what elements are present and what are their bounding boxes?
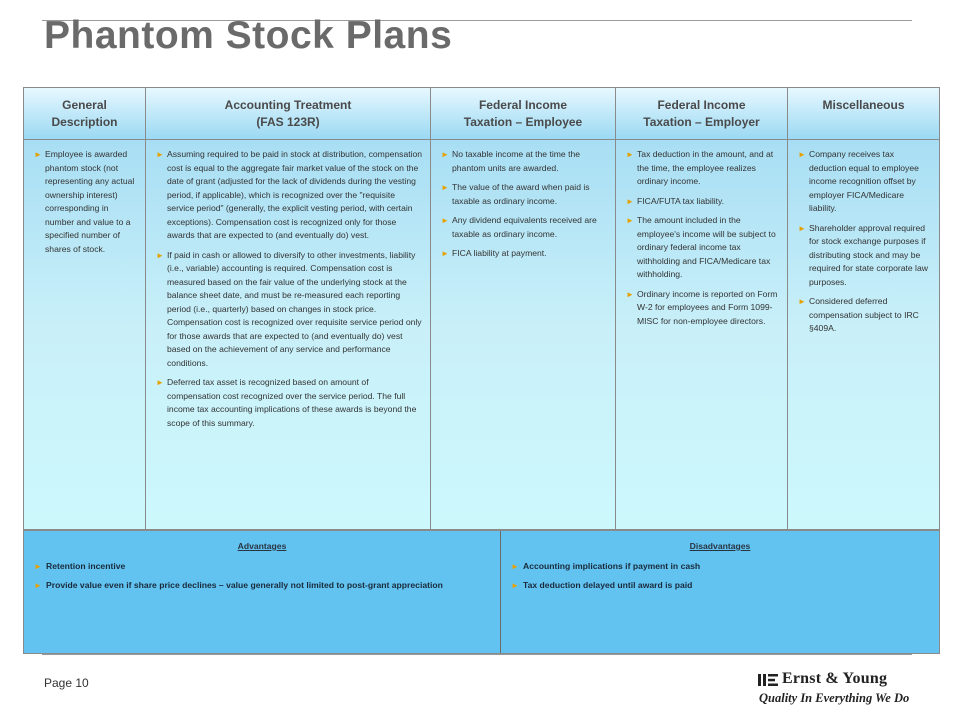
advantages-section bbox=[24, 531, 501, 653]
column-body bbox=[24, 140, 145, 256]
column-accounting-treatment bbox=[146, 88, 431, 529]
column-header: Federal Income Taxation – Employer bbox=[616, 88, 787, 140]
list-item: ► Shareholder approval required for stock exchange purposes if distributing stock and may be required for state corporate law purposes. bbox=[798, 222, 928, 287]
right-pointer-icon: ► bbox=[798, 297, 806, 306]
list-item: ► FICA liability at payment. bbox=[441, 247, 609, 261]
list-item: ► Deferred tax asset is recognized based on amount of compensation cost recognized over the service period. The full income tax accounting implications of these awards is beyond the scope of this summary. bbox=[156, 377, 417, 428]
right-pointer-icon: ► bbox=[626, 196, 634, 206]
column-header: Accounting Treatment (FAS 123R) bbox=[146, 88, 430, 140]
ey-logo-icon bbox=[758, 672, 780, 688]
column-body bbox=[616, 140, 787, 328]
right-pointer-icon: ► bbox=[156, 250, 164, 260]
right-pointer-icon: ► bbox=[626, 150, 634, 159]
disadvantages-heading: Disadvantages bbox=[689, 541, 751, 551]
right-pointer-icon: ► bbox=[156, 378, 164, 387]
list-item: ► Tax deduction in the amount, and at the time, the employee realizes ordinary income. bbox=[626, 149, 774, 186]
right-pointer-icon: ► bbox=[441, 249, 449, 258]
list-item: ► Considered deferred compensation subject to IRC §409A. bbox=[798, 296, 919, 333]
column-taxation-employer bbox=[616, 88, 788, 529]
list-item: ► Ordinary income is reported on Form W-2 for employees and Form 1099-MISC for non-employee directors. bbox=[626, 288, 778, 326]
company-name: Ernst & Young bbox=[782, 670, 888, 687]
list-item: ► FICA/FUTA tax liability. bbox=[626, 195, 781, 209]
column-header: Miscellaneous bbox=[788, 88, 939, 140]
column-body bbox=[431, 140, 615, 261]
right-pointer-icon: ► bbox=[626, 216, 634, 225]
right-pointer-icon: ► bbox=[511, 562, 519, 571]
column-body bbox=[146, 140, 430, 430]
ey-logo bbox=[758, 669, 918, 711]
list-item: ► The value of the award when paid is taxable as ordinary income. bbox=[441, 182, 590, 206]
page-number: Page 10 bbox=[44, 676, 89, 690]
right-pointer-icon: ► bbox=[798, 223, 806, 233]
comparison-table bbox=[23, 87, 940, 530]
right-pointer-icon: ► bbox=[511, 581, 519, 590]
company-tagline: Quality In Everything We Do bbox=[759, 691, 910, 705]
pros-cons-panel bbox=[23, 530, 940, 654]
right-pointer-icon: ► bbox=[441, 150, 449, 159]
column-miscellaneous bbox=[788, 88, 939, 529]
list-item: ► No taxable income at the time the phantom units are awarded. bbox=[441, 149, 581, 173]
column-header: General Description bbox=[24, 88, 145, 140]
list-item: ► Any dividend equivalents received are taxable as ordinary income. bbox=[441, 215, 597, 239]
right-pointer-icon: ► bbox=[798, 150, 806, 159]
list-item: ► Company receives tax deduction equal to employee income recognition offset by employer FICA/Medicare liability. bbox=[798, 149, 919, 213]
list-item: ► If paid in cash or allowed to diversify to other investments, liability (i.e., variable) accounting is required. Compensation cost is measured based on the fair value of the underlying stock at the balance sheet date, and must be re-measured each reporting period (i.e., quarterly) based on changes in stock price. Compensation cost is recognized over requisite service period only for those awards that are expected to (and eventually do) vest based on the achievement of any service and performance conditions. bbox=[156, 249, 422, 368]
right-pointer-icon: ► bbox=[34, 562, 42, 571]
disadvantages-section bbox=[501, 531, 939, 653]
list-item: ► Provide value even if share price declines – value generally not limited to post-grant appreciation bbox=[34, 580, 443, 590]
advantages-heading: Advantages bbox=[237, 541, 287, 551]
list-item: ► Accounting implications if payment in cash bbox=[511, 561, 701, 571]
right-pointer-icon: ► bbox=[441, 216, 449, 225]
list-item: ► Assuming required to be paid in stock at distribution, compensation cost is equal to the aggregate fair market value of the stock on the date of grant (adjusted for the lack of dividends during the vesting period, if applicable), which is recognized over the "requisite service period" (generally, the explicit vesting period, with certain exceptions). Compensation cost is recognized only for those awards that are expected to (and eventually do) vest. bbox=[156, 149, 423, 240]
right-pointer-icon: ► bbox=[156, 150, 164, 159]
list-item: ► The amount included in the employee's income will be subject to ordinary federal income tax withholding and FICA/Medicare tax withholding. bbox=[626, 215, 776, 279]
bottom-divider bbox=[42, 654, 912, 655]
column-general-description bbox=[24, 88, 146, 529]
right-pointer-icon: ► bbox=[34, 581, 42, 590]
right-pointer-icon: ► bbox=[34, 150, 42, 159]
column-header: Federal Income Taxation – Employee bbox=[431, 88, 615, 140]
list-item: ► Tax deduction delayed until award is paid bbox=[511, 580, 693, 590]
right-pointer-icon: ► bbox=[626, 289, 634, 299]
page-title: Phantom Stock Plans bbox=[44, 14, 453, 57]
right-pointer-icon: ► bbox=[441, 183, 449, 192]
column-body bbox=[788, 140, 939, 336]
list-item: ► Retention incentive bbox=[34, 561, 126, 571]
list-item: ► Employee is awarded phantom stock (not representing any actual ownership interest) corresponding in number and value to a specified number of shares of stock. bbox=[34, 149, 135, 254]
column-taxation-employee bbox=[431, 88, 616, 529]
